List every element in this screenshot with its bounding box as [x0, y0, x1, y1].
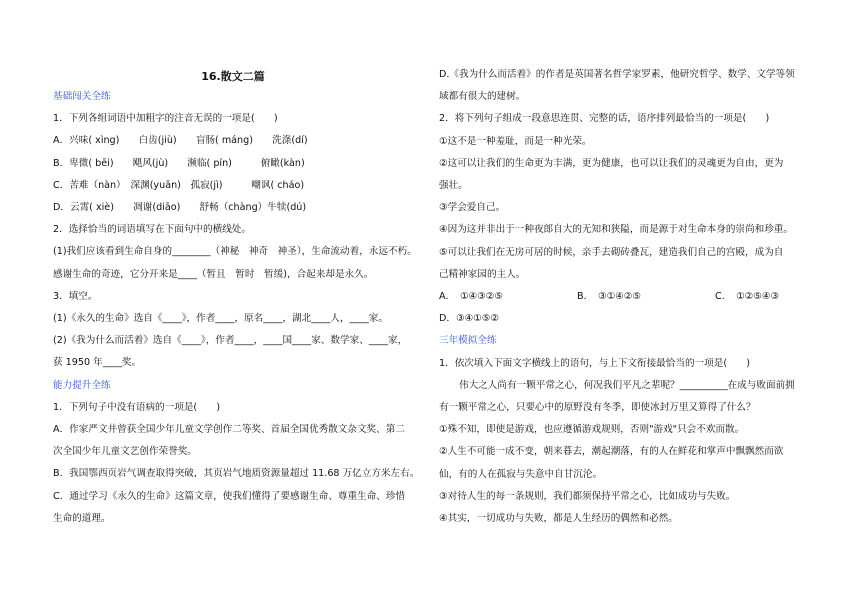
sentence-5: ⑤可以让我们在无房可居的时候，亲手去砌砖叠瓦，建造我们自己的宫殿，成为自	[439, 246, 784, 258]
question-1: 1．下列各组词语中加粗字的注音无误的一项是( )	[53, 113, 278, 125]
answer-options-row	[439, 286, 799, 308]
right-column	[439, 64, 799, 530]
sentence-4: ④因为这并非出于一种夜郎自大的无知和狭隘，而是源于对生命本身的崇尚和珍重。	[439, 224, 793, 236]
statement-2-cont: 仙，有的人在孤寂与失意中自甘沉沦。	[439, 468, 603, 480]
option-c-cont: 生命的道理。	[53, 512, 111, 524]
answer-option-c: C． ①②⑤④③	[715, 291, 780, 303]
question-1: 1．依次填入下面文字横线上的语句，与上下文衔接最恰当的一项是( )	[439, 357, 750, 369]
option-c: C．苦难（nàn） 深渊(yuān) 孤寂(jì) 嘲讽( cháo)	[53, 179, 305, 191]
option-a-cont: 次全国少年儿童文艺创作荣誉奖。	[53, 446, 197, 458]
left-column	[53, 64, 420, 530]
statement-2: ②人生不可能一成不变，朝来暮去，潮起潮落，有的人在鲜花和掌声中飘飘然而欲	[439, 446, 784, 458]
sentence-2: ②这可以让我们的生命更为丰满，更为健康，也可以让我们的灵魂更为自由，更为	[439, 157, 784, 169]
question-3-part-1: (1)《永久的生命》选自《____》，作者____，原名____，湖北____人，____家。	[53, 313, 388, 325]
answer-option-b: B． ③①④②⑤	[577, 291, 641, 303]
section-heading-ability: 能力提升全练	[53, 379, 111, 391]
answer-option-a: A． ①④③②⑤	[439, 291, 503, 303]
question-4: 1．下列句子中没有语病的一项是( )	[53, 401, 221, 413]
page-title: 16.散文二篇	[201, 70, 265, 83]
section-heading-basic: 基础闯关全练	[53, 91, 111, 102]
sentence-2-cont: 强壮。	[439, 180, 468, 192]
option-a: A．作家严文井曾获全国少年儿童文学创作二等奖、首届全国优秀散文杂文奖、第二	[53, 424, 405, 436]
option-b: B．卑微( bēi) 飓风(jù) 濒临( pín) 俯瞰(kàn)	[53, 157, 305, 169]
option-a: A．兴味( xìng) 白齿(jiù) 盲肠( máng) 洗涤(dí)	[53, 135, 308, 147]
statement-1: ①殊不知，即使是游戏，也应遵循游戏规则，否则"游戏"只会不欢而散。	[439, 424, 745, 436]
question-3-part-2-cont: 获 1950 年____奖。	[53, 357, 142, 369]
option-d: D.《我为什么而活着》的作者是英国著名哲学家罗素，他研究哲学、数学、文学等领	[439, 69, 795, 80]
question-2: 2．将下列句子组成一段意思连贯、完整的话，语序排列最恰当的一项是( )	[439, 113, 770, 125]
sentence-1: ①这不是一种羞耻，而是一种光荣。	[439, 135, 592, 147]
section-heading-three-year: 三年模拟全练	[439, 335, 497, 347]
question-2-part-1: (1)我们应该看到生命自身的________（神秘 神奇 神圣），生命流动着，永远不朽。	[53, 246, 417, 258]
question-3: 3．填空。	[53, 290, 98, 302]
question-2: 2．选择恰当的词语填写在下面句中的横线处。	[53, 224, 251, 236]
statement-4: ④其实，一切成功与失败，都是人生经历的偶然和必然。	[439, 513, 678, 525]
sentence-3: ③学会爱自己。	[439, 202, 506, 214]
question-3-part-2: (2)《我为什么而活着》选自《____》，作者____，____国____家、数学家、____家，	[53, 335, 408, 347]
option-c: C．通过学习《永久的生命》这篇文章，使我们懂得了要感谢生命、尊重生命、珍惜	[53, 490, 406, 502]
option-d: D．云霄( xiè) 凋谢(diāo) 舒畅（chàng）牛犊(dú)	[53, 202, 307, 214]
answer-option-d: D．③④①⑤②	[439, 313, 499, 325]
passage-line-1: 伟大之人尚有一颗平常之心，何况我们平凡之辈呢？__________在成与败面前拥	[459, 379, 795, 391]
option-b: B．我国鄂西页岩气调查取得突破，其页岩气地质资源量超过 11.68 万亿立方米左右。	[53, 468, 420, 480]
question-2-part-2: 感谢生命的奇迹，它分开来是____（暂且 暂时 暂缓)，合起来却是永久。	[53, 268, 374, 280]
sentence-5-cont: 己精神家园的主人。	[439, 268, 526, 280]
passage-line-2: 有一颗平常之心，只要心中的原野没有冬季，即使冰封万里又算得了什么？	[439, 402, 756, 414]
option-d-cont: 域都有很大的建树。	[439, 91, 526, 103]
statement-3: ③对待人生的每一条规则，我们都须保持平常之心，比如成功与失败。	[439, 490, 736, 502]
